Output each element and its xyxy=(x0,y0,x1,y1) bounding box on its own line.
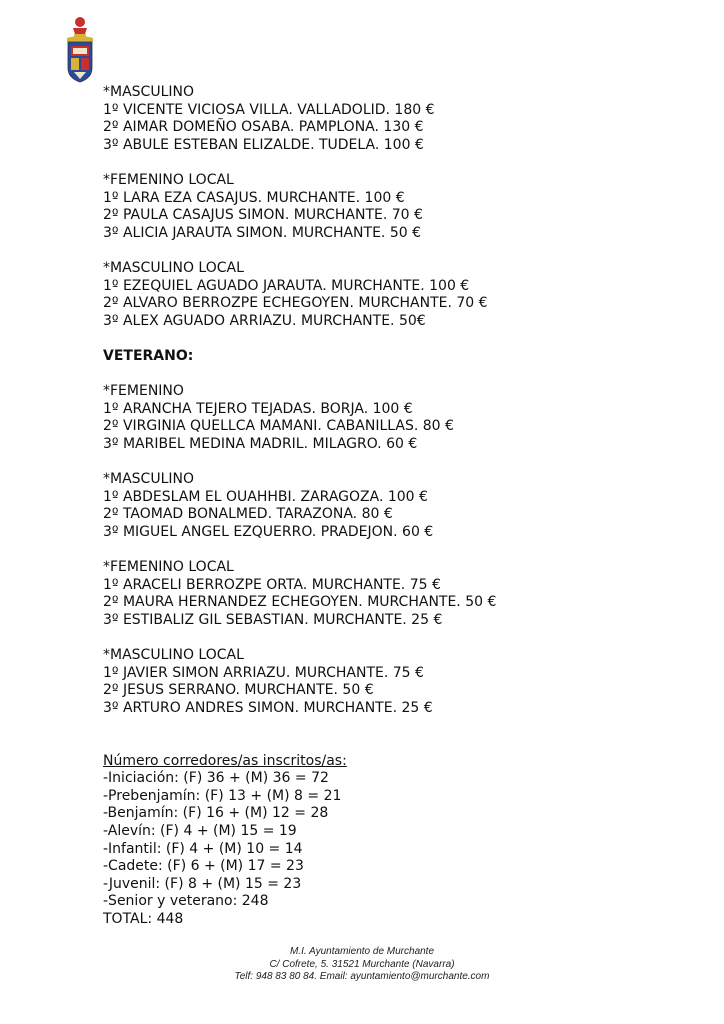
registration-total: TOTAL: 448 xyxy=(103,910,184,927)
category-title: *FEMENINO LOCAL xyxy=(103,559,234,576)
result-line: 3º MARIBEL MEDINA MADRIL. MILAGRO. 60 € xyxy=(103,435,418,452)
coat-of-arms-icon xyxy=(63,16,97,84)
registration-title: Número corredores/as inscritos/as: xyxy=(103,752,347,769)
category-title: *MASCULINO LOCAL xyxy=(103,647,244,663)
category-block xyxy=(103,559,663,629)
category-block xyxy=(103,471,663,541)
result-line: 1º ARANCHA TEJERO TEJADAS. BORJA. 100 € xyxy=(103,400,413,417)
category-block xyxy=(103,383,663,453)
result-line: 3º ARTURO ANDRES SIMON. MURCHANTE. 25 € xyxy=(103,699,433,716)
veterano-heading: VETERANO: xyxy=(103,347,194,364)
result-line: 3º MIGUEL ANGEL EZQUERRO. PRADEJON. 60 € xyxy=(103,523,434,540)
result-line: 3º ABULE ESTEBAN ELIZALDE. TUDELA. 100 € xyxy=(103,136,424,153)
category-block xyxy=(103,260,663,330)
category-title: *FEMENINO LOCAL xyxy=(103,171,234,188)
result-line: 2º MAURA HERNANDEZ ECHEGOYEN. MURCHANTE. 50 € xyxy=(103,594,497,611)
category-block xyxy=(103,172,663,242)
registration-line: -Senior y veterano: 248 xyxy=(103,893,269,910)
result-line: 1º ABDESLAM EL OUAHHBI. ZARAGOZA. 100 € xyxy=(103,488,428,505)
category-title: *MASCULINO xyxy=(103,84,194,100)
registration-line: -Alevín: (F) 4 + (M) 15 = 19 xyxy=(103,822,297,839)
registration-line: -Prebenjamín: (F) 13 + (M) 8 = 21 xyxy=(103,787,342,804)
page-footer xyxy=(0,946,724,984)
result-line: 2º AIMAR DOMEÑO OSABA. PAMPLONA. 130 € xyxy=(103,119,424,136)
result-line: 2º PAULA CASAJUS SIMON. MURCHANTE. 70 € xyxy=(103,207,423,224)
result-line: 3º ALICIA JARAUTA SIMON. MURCHANTE. 50 € xyxy=(103,224,421,241)
category-title: *MASCULINO LOCAL xyxy=(103,259,244,276)
registration-line: -Benjamín: (F) 16 + (M) 12 = 28 xyxy=(103,805,329,822)
category-block xyxy=(103,647,663,717)
result-line: 1º ARACELI BERROZPE ORTA. MURCHANTE. 75 € xyxy=(103,576,441,593)
registration-line: -Cadete: (F) 6 + (M) 17 = 23 xyxy=(103,858,304,875)
category-block xyxy=(103,84,663,154)
result-line: 2º VIRGINIA QUELLCA MAMANI. CABANILLAS. 80 € xyxy=(103,418,454,435)
footer-institution: M.I. Ayuntamiento de Murchante xyxy=(289,946,435,957)
results-document xyxy=(103,84,663,929)
result-line: 3º ALEX AGUADO ARRIAZU. MURCHANTE. 50€ xyxy=(103,312,426,329)
footer-contact: Telf: 948 83 80 84. Email: ayuntamiento@murchante.com xyxy=(234,971,490,982)
result-line: 1º EZEQUIEL AGUADO JARAUTA. MURCHANTE. 100 € xyxy=(103,277,470,294)
result-line: 3º ESTIBALIZ GIL SEBASTIAN. MURCHANTE. 25 € xyxy=(103,611,443,628)
result-line: 1º JAVIER SIMON ARRIAZU. MURCHANTE. 75 € xyxy=(103,664,424,681)
result-line: 2º JESUS SERRANO. MURCHANTE. 50 € xyxy=(103,682,374,699)
category-title: *FEMENINO xyxy=(103,383,184,400)
result-line: 2º TAOMAD BONALMED. TARAZONA. 80 € xyxy=(103,506,393,523)
registration-summary xyxy=(103,753,663,929)
result-line: 2º ALVARO BERROZPE ECHEGOYEN. MURCHANTE. 70 € xyxy=(103,295,488,312)
category-title: *MASCULINO xyxy=(103,471,194,488)
result-line: 1º LARA EZA CASAJUS. MURCHANTE. 100 € xyxy=(103,189,405,206)
registration-line: -Infantil: (F) 4 + (M) 10 = 14 xyxy=(103,840,303,857)
footer-address: C/ Cofrete, 5. 31521 Murchante (Navarra) xyxy=(269,958,455,970)
registration-line: -Iniciación: (F) 36 + (M) 36 = 72 xyxy=(103,770,329,787)
registration-line: -Juvenil: (F) 8 + (M) 15 = 23 xyxy=(103,875,302,892)
result-line: 1º VICENTE VICIOSA VILLA. VALLADOLID. 180 € xyxy=(103,101,435,118)
